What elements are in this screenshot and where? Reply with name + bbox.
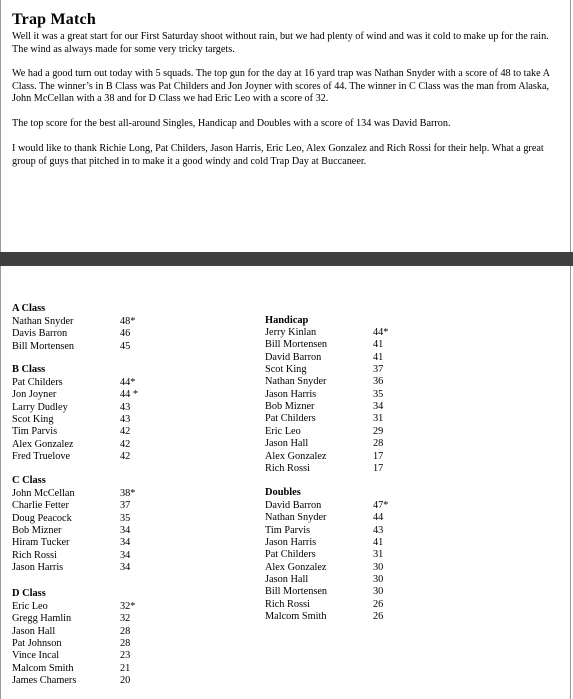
paragraph-intro: Well it was a great start for our First Saturday shoot without rain, but we had plenty of wind and was it cold to make up for the rain. The wind as always made for some very tricky targets.: [12, 31, 549, 55]
score-row: [12, 341, 152, 353]
page-separator: [0, 252, 573, 266]
score-row: [12, 500, 152, 512]
score-row: [12, 650, 152, 662]
shooter-score: 46: [120, 328, 131, 340]
score-row: [12, 613, 152, 625]
score-row: [12, 328, 152, 340]
score-row: [12, 675, 152, 687]
shooter-score: 42: [120, 438, 131, 450]
shooter-score: 43: [373, 524, 384, 536]
score-row: [265, 327, 405, 339]
shooter-score: 36: [373, 376, 384, 388]
shooter-name: Pat Childers: [265, 549, 316, 561]
score-row: [12, 414, 152, 426]
shooter-score: 30: [373, 586, 384, 598]
paragraph-thanks: I would like to thank Richie Long, Pat Childers, Jason Harris, Eric Leo, Alex Gonzalez and Rich Rossi for their help. What a great group of guys that pitched in to make it a good windy and cold Trap Day at Buccaneer.: [12, 143, 544, 167]
shooter-score: 38*: [120, 488, 136, 499]
shooter-score: 44: [373, 512, 384, 524]
score-row: [265, 463, 405, 475]
shooter-name: Larry Dudley: [12, 401, 68, 413]
paragraph-results: We had a good turn out today with 5 squads. The top gun for the day at 16 yard trap was Nathan Snyder with a score of 48 to take A Class. The winner’s in B Class was Pat Childers and Jon Joyner with scores of 44. The winner in C Class was the man from Alaska, John McCellan with a 38 and for D Class we had Eric Leo with a score of 32.: [12, 68, 550, 105]
score-row: [265, 500, 405, 512]
shooter-score: 34: [120, 525, 131, 537]
section-heading-d-class: D Class: [12, 588, 46, 599]
section-heading-a-class: A Class: [12, 303, 46, 314]
shooter-score: 47*: [373, 500, 389, 511]
shooter-score: 26: [373, 598, 384, 610]
shooter-score: 28: [120, 625, 131, 637]
shooter-name: Scot King: [265, 364, 307, 376]
shooter-name: Vince Incal: [12, 650, 60, 662]
document-page-results: [0, 266, 571, 699]
section-heading-doubles: Doubles: [265, 487, 301, 498]
shooter-name: Bill Mortensen: [265, 586, 328, 598]
shooter-score: 30: [373, 574, 384, 586]
shooter-score: 23: [120, 650, 131, 662]
score-row: [265, 376, 405, 388]
shooter-score: 35: [120, 512, 131, 524]
shooter-score: 35: [373, 388, 384, 400]
shooter-score: 28: [120, 638, 131, 650]
score-row: [12, 513, 152, 525]
score-row: [265, 586, 405, 598]
shooter-name: Scot King: [12, 414, 54, 426]
score-row: [12, 426, 152, 438]
score-row: [12, 488, 152, 500]
shooter-name: Charlie Fetter: [12, 500, 69, 512]
score-row: [12, 451, 152, 463]
shooter-score: 34: [120, 537, 131, 549]
shooter-score: 41: [373, 339, 384, 351]
shooter-name: Alex Gonzalez: [265, 561, 327, 573]
shooter-score: 37: [373, 364, 384, 376]
shooter-score: 32*: [120, 601, 136, 612]
score-row: [12, 316, 152, 328]
shooter-name: Doug Peacock: [12, 512, 72, 524]
score-row: [265, 599, 405, 611]
shooter-name: Jason Harris: [265, 537, 317, 549]
shooter-name: Pat Childers: [265, 413, 316, 425]
shooter-name: Jon Joyner: [12, 389, 57, 401]
score-row: [265, 426, 405, 438]
paragraph-top-score: The top score for the best all-around Singles, Handicap and Doubles with a score of 134 was David Barron.: [12, 118, 451, 129]
shooter-name: Malcom Smith: [265, 611, 327, 623]
shooter-name: Pat Childers: [12, 377, 63, 388]
shooter-score: 43: [120, 401, 131, 413]
shooter-name: Bill Mortensen: [12, 340, 75, 352]
shooter-name: Eric Leo: [12, 601, 48, 612]
score-row: [265, 413, 405, 425]
shooter-score: 30: [373, 561, 384, 573]
shooter-score: 21: [120, 662, 131, 674]
shooter-name: Hiram Tucker: [12, 537, 70, 549]
shooter-score: 44 *: [120, 389, 139, 401]
score-row: [265, 574, 405, 586]
shooter-score: 45: [120, 340, 131, 352]
shooter-name: David Barron: [265, 351, 322, 363]
score-row: [12, 402, 152, 414]
score-row: [12, 562, 152, 574]
score-row: [265, 401, 405, 413]
shooter-name: Rich Rossi: [265, 598, 310, 610]
shooter-name: Tim Parvis: [12, 426, 58, 438]
score-row: [265, 537, 405, 549]
shooter-name: Eric Leo: [265, 425, 301, 437]
shooter-score: 32: [120, 613, 131, 625]
score-row: [12, 537, 152, 549]
shooter-score: 44*: [120, 377, 136, 388]
shooter-score: 42: [120, 426, 131, 438]
score-row: [265, 364, 405, 376]
shooter-name: Nathan Snyder: [265, 376, 327, 388]
shooter-name: Jason Hall: [12, 625, 56, 637]
shooter-score: 44*: [373, 327, 389, 338]
shooter-name: Jerry Kinlan: [265, 327, 317, 338]
shooter-name: Alex Gonzalez: [12, 438, 74, 450]
score-row: [265, 352, 405, 364]
shooter-score: 29: [373, 425, 384, 437]
shooter-name: Gregg Hamlin: [12, 613, 72, 625]
score-row: [12, 638, 152, 650]
section-heading-handicap: Handicap: [265, 315, 309, 326]
shooter-name: Bob Mizner: [265, 401, 315, 413]
shooter-score: 20: [120, 675, 131, 687]
shooter-score: 37: [120, 500, 131, 512]
section-heading-b-class: B Class: [12, 364, 46, 375]
score-row: [12, 601, 152, 613]
score-row: [265, 451, 405, 463]
shooter-name: James Chamers: [12, 675, 77, 687]
shooter-name: Alex Gonzalez: [265, 450, 327, 462]
shooter-score: 41: [373, 351, 384, 363]
shooter-name: John McCellan: [12, 488, 75, 499]
score-row: [12, 626, 152, 638]
score-row: [265, 339, 405, 351]
shooter-score: 41: [373, 537, 384, 549]
score-row: [12, 525, 152, 537]
shooter-name: Davis Barron: [12, 328, 68, 340]
shooter-name: Bob Mizner: [12, 525, 62, 537]
score-row: [12, 439, 152, 451]
shooter-score: 31: [373, 413, 384, 425]
shooter-score: 43: [120, 414, 131, 426]
shooter-name: Jason Hall: [265, 574, 309, 586]
shooter-name: Jason Harris: [265, 388, 317, 400]
shooter-score: 34: [120, 562, 131, 574]
score-row: [12, 663, 152, 675]
shooter-score: 48*: [120, 316, 136, 327]
shooter-name: Pat Johnson: [12, 638, 62, 650]
shooter-name: Malcom Smith: [12, 662, 74, 674]
shooter-name: Tim Parvis: [265, 524, 311, 536]
shooter-score: 42: [120, 451, 131, 463]
score-row: [12, 389, 152, 401]
shooter-name: David Barron: [265, 500, 322, 511]
shooter-name: Jason Hall: [265, 438, 309, 450]
shooter-score: 26: [373, 611, 384, 623]
shooter-name: Jason Harris: [12, 562, 64, 574]
score-row: [265, 525, 405, 537]
shooter-name: Nathan Snyder: [12, 316, 74, 327]
section-heading-c-class: C Class: [12, 475, 46, 486]
score-row: [12, 550, 152, 562]
shooter-name: Fred Truelove: [12, 451, 71, 463]
score-row: [265, 611, 405, 623]
score-row: [265, 389, 405, 401]
shooter-score: 34: [120, 549, 131, 561]
shooter-name: Rich Rossi: [12, 549, 57, 561]
score-row: [12, 377, 152, 389]
shooter-score: 28: [373, 438, 384, 450]
shooter-score: 31: [373, 549, 384, 561]
shooter-name: Bill Mortensen: [265, 339, 328, 351]
score-row: [265, 562, 405, 574]
shooter-score: 17: [373, 450, 384, 462]
shooter-name: Rich Rossi: [265, 462, 310, 474]
score-row: [265, 438, 405, 450]
shooter-score: 34: [373, 401, 384, 413]
document-page-top: [0, 0, 571, 252]
page-title: Trap Match: [12, 11, 96, 28]
shooter-name: Nathan Snyder: [265, 512, 327, 524]
shooter-score: 17: [373, 462, 384, 474]
score-row: [265, 549, 405, 561]
score-row: [265, 512, 405, 524]
